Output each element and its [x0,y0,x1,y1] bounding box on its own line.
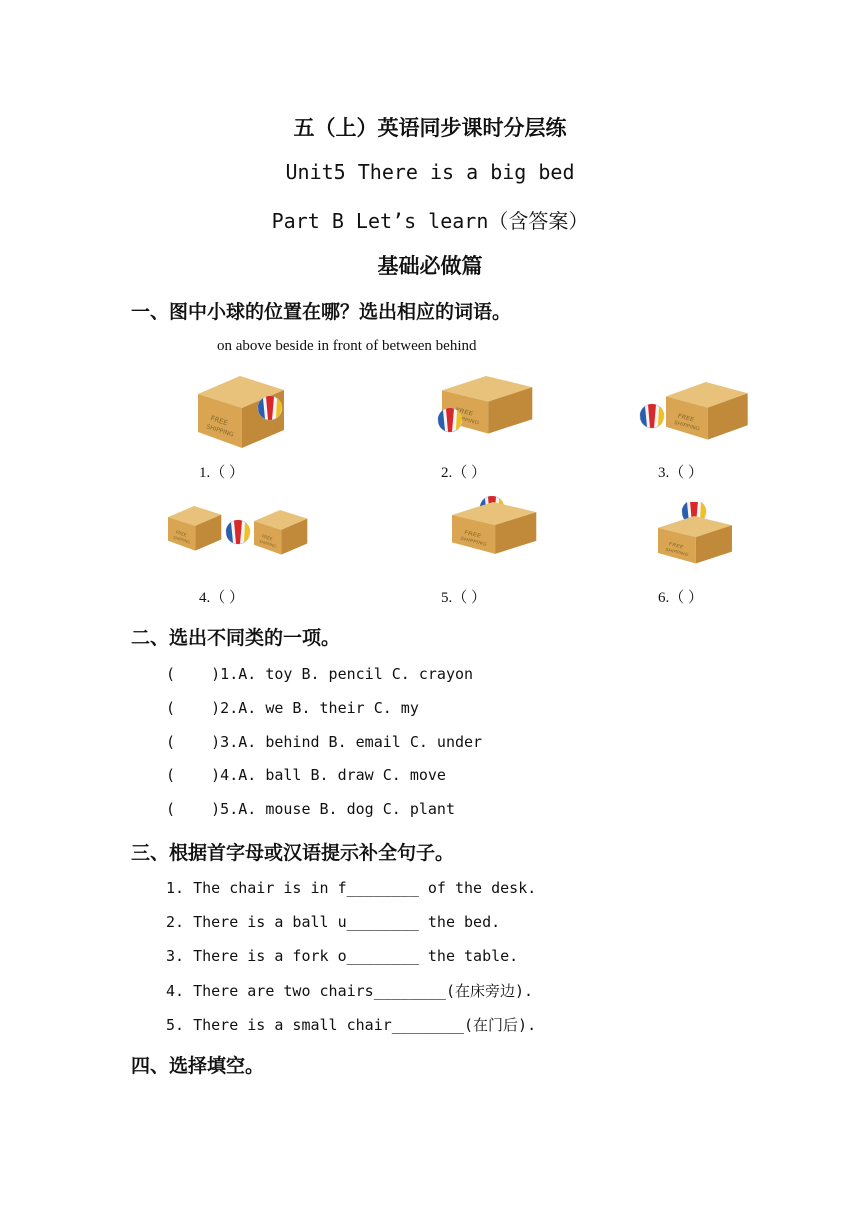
item-2-label: 2.（ ） [441,465,487,481]
item-3-label: 3.（ ） [658,465,704,481]
page-title: 五（上）英语同步课时分层练 [293,116,567,140]
picture-ball-left-of-box [636,380,748,444]
picture-ball-beside-box [196,374,288,450]
sentence-line: 1. The chair is in f________ of the desk. [166,879,537,897]
level-title: 基础必做篇 [377,254,483,278]
item-5-label: 5.（ ） [441,590,487,606]
item-1-label: 1.（ ） [199,465,245,481]
section1-heading: 一、图中小球的位置在哪？选出相应的词语。 [131,301,512,323]
picture-ball-in-front-of-box [432,376,538,436]
picture-ball-above-box [656,502,734,566]
question-line: ( )5.A. mouse B. dog C. plant [166,800,455,818]
question-line: ( )3.A. behind B. email C. under [166,733,483,751]
question-line: ( )1.A. toy B. pencil C. crayon [166,665,474,683]
unit-title: Unit5 There is a big bed [285,160,575,184]
word-bank: on above beside in front of between behind [217,338,477,354]
item-6-label: 6.（ ） [658,590,704,606]
question-line: ( )4.A. ball B. draw C. move [166,766,446,784]
picture-ball-behind-box [450,496,538,558]
picture-ball-between-boxes [166,504,308,562]
section3-heading: 三、根据首字母或汉语提示补全句子。 [131,842,455,864]
section4-heading: 四、选择填空。 [131,1055,265,1077]
section2-heading: 二、选出不同类的一项。 [131,627,341,649]
sentence-line: 4. There are two chairs________(在床旁边). [166,982,534,1000]
part-title: Part B Let’s learn（含答案） [271,209,589,233]
sentence-line: 5. There is a small chair________(在门后). [166,1016,537,1034]
item-4-label: 4.（ ） [199,590,245,606]
sentence-line: 2. There is a ball u________ the bed. [166,913,501,931]
sentence-line: 3. There is a fork o________ the table. [166,947,519,965]
question-line: ( )2.A. we B. their C. my [166,699,419,717]
